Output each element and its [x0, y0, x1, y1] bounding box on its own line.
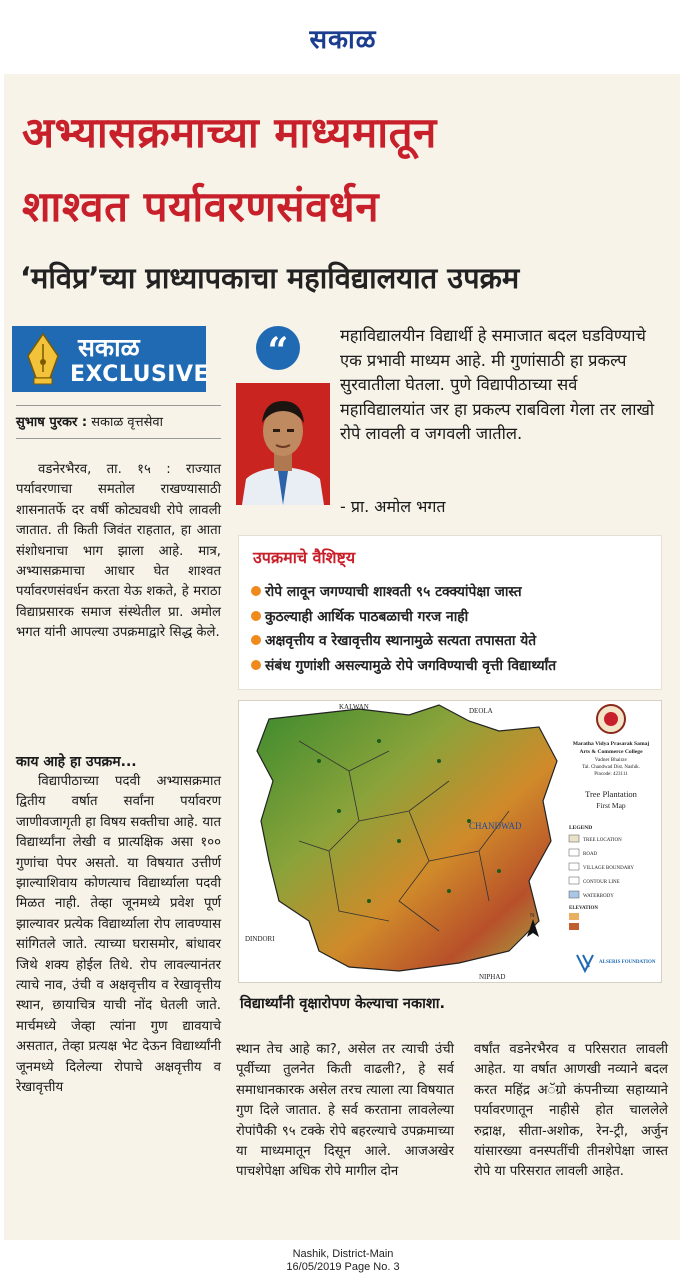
byline-rule-top [16, 405, 221, 406]
map-label-dindori: DINDORI [245, 935, 275, 943]
article-section-text [16, 772, 221, 1099]
feature-item: रोपे लावून जगण्याची शाश्‍वती ९५ टक्क्यांपेक्षा जास्त [251, 580, 661, 605]
map-title: Tree Plantation [585, 789, 637, 799]
sponsor-logo [577, 955, 593, 971]
article-intro [16, 460, 221, 644]
features-list [251, 580, 661, 678]
map-caption: विद्यार्थ्यांनी वृक्षारोपण केल्याचा नकाशा. [240, 996, 445, 1012]
map-label-chandwad: CHANDWAD [469, 821, 522, 831]
svg-text:VILLAGE BOUNDARY: VILLAGE BOUNDARY [583, 866, 634, 871]
section-paragraph: विद्यापीठाच्या पदवी अभ्यासक्रमात द्वितीय वर्षात सर्वांना पर्यावरण जाणीवजागृती हा विषय सक्तीचा आहे. यात विद्यार्थ्यांना लेखी व प्रात्यक्षिक असा १०० गुणांचा पेपर असतो. या विषयात उत्तीर्ण झाल्याशिवाय कोणत्याच विद्यार्थ्याला पदवी मिळत नाही. तेव्हा जूनमध्ये प्रवेश पूर्ण झाल्यावर प्रत्येक विद्यार्थ्याला रोप लावण्यास सांगितले जाते. त्याच्या घरासमोर, बांधावर जिथे शक्य होईल तिथे. रोप लावल्यानंतर त्याचे नाव, उंची व अक्षवृत्तीय व रेखावृत्तीय स्थान, छायाचित्र याची नोंद घेतली जाते. मार्चमध्ये जेव्हा त्यांना गुण द्यावयाचे असतात, तेव्हा प्रत्यक्ष भेट देऊन विद्यार्थ्यांनी जूनमध्ये दिलेल्या रोपाचे अक्षवृत्तीय व रेखावृत्तीय [16, 774, 221, 1096]
article-column-middle [236, 1040, 454, 1183]
headline-line-2: शाश्‍वत पर्यावरणसंवर्धन [22, 182, 380, 231]
exclusive-badge [12, 326, 210, 392]
fountain-pen-icon [20, 332, 66, 386]
exclusive-brand: सकाळ [78, 333, 140, 362]
exclusive-tag: EXCLUSIVE [70, 362, 210, 387]
byline-agency: सकाळ वृत्तसेवा [91, 415, 163, 430]
right-paragraph: वर्षांत वडनेरभैरव व परिसरात लावली आहेत. या वर्षात आणखी नव्याने बदल करत महिंद्र अॅग्रो कंपनीच्या सहाय्याने पर्यावरणातून नाहीसे होत चाललेले रुद्राक्ष, सीता-अशोक, रेन-ट्री, अर्जुन यांसारख्या वनस्पतींची तीनशेपेक्षा जास्त रोपे या परिसरात लावली आहेत. [474, 1042, 668, 1180]
svg-text:ELEVATION: ELEVATION [569, 906, 598, 911]
section-heading: काय आहे हा उपक्रम... [16, 754, 137, 770]
quote-author: - प्रा. अमोल भगत [340, 497, 446, 516]
bullet-icon [251, 660, 261, 670]
footer-edition: Nashik, District-Main [292, 1248, 394, 1260]
byline-author: सुभाष पुरकर : [16, 415, 88, 430]
headline-line-1: अभ्यासक्रमाच्या माध्यमातून [22, 108, 437, 157]
byline [16, 412, 221, 430]
feature-item: कुठल्याही आर्थिक पाठबळाची गरज नाही [251, 605, 661, 630]
map-label-kalwan: KALWAN [339, 703, 369, 711]
sponsor-name: ALSERIS FOUNDATION [599, 960, 656, 965]
college-pin: Pincode: 423111 [594, 772, 628, 777]
features-title: उपक्रमाचे वैशिष्ट्य [253, 548, 356, 567]
plantation-map [238, 700, 662, 983]
middle-paragraph: स्थान तेच आहे का?, असेल तर त्याची उंची पूर्वीच्या तुलनेत किती वाढली?, हे सर्व समाधानकारक असेल तरच त्याला त्या विषयात गुण दिले जातात. हे सर्व करताना लावलेल्या रोपांपैकी ९५ टक्के रोपे बहरल्याचे उपक्रमाच्या या माध्यमातून दिसून आले. आजअखेर पाचशेपेक्षा अधिक रोपे मागील दोन [236, 1042, 454, 1180]
article-column-right [474, 1040, 668, 1183]
bullet-icon [251, 586, 261, 596]
svg-text:WATERBODY: WATERBODY [583, 894, 614, 899]
map-label-niphad: NIPHAD [479, 973, 506, 981]
author-photo [236, 383, 330, 505]
byline-rule-bottom [16, 438, 221, 439]
svg-text:TREE LOCATION: TREE LOCATION [583, 838, 622, 843]
feature-item: अक्षवृत्तीय व रेखावृत्तीय स्थानामुळे सत्यता तपासता येते [251, 629, 661, 654]
college-logo [597, 705, 625, 733]
features-box [238, 535, 662, 690]
intro-paragraph: वडनेरभैरव, ता. १५ : राज्यात पर्यावरणाचा समतोल राखण्यासाठी शासनातर्फे दर वर्षी कोट्यवधी रोपे लावली जातात. ती किती जिवंत राहतात, हा आता संशोधनाचा भाग झाला आहे. मात्र, अभ्यासक्रमाचा आधार घेत शाश्‍वत पर्यावरणसंवर्धन करता येऊ शकते, हे मराठा विद्याप्रसारक समाज संस्थेतील प्रा. अमोल भगत यांनी आपल्या उपक्रमाद्वारे सिद्ध केले. [16, 462, 221, 641]
footer-date-page: 16/05/2019 Page No. 3 [286, 1261, 400, 1273]
college-name: Arts & Commerce College [579, 749, 643, 755]
masthead-logo: सकाळ [309, 25, 377, 55]
page-footer [0, 1248, 686, 1274]
feature-item: संबंध गुणांशी असल्यामुळे रोपे जगविण्याची वृत्ती विद्यार्थ्यांत [251, 654, 661, 679]
college-society: Maratha Vidya Prasarak Samaj [572, 741, 650, 747]
bullet-icon [251, 611, 261, 621]
map-region [257, 705, 557, 971]
legend-title: LEGEND [569, 825, 593, 831]
college-place: Vadner Bhairav [594, 757, 628, 763]
portrait-image [236, 383, 330, 505]
subheadline: ‘मविप्र’च्या प्राध्यापकाचा महाविद्यालयात उपक्रम [20, 261, 520, 295]
quote-icon: “ [256, 326, 300, 370]
bullet-icon [251, 635, 261, 645]
map-label-deola: DEOLA [469, 707, 493, 715]
map-legend [569, 835, 634, 930]
college-district: Tal. Chandwad Dist. Nashik. [582, 765, 640, 770]
map-graphic [239, 701, 662, 983]
svg-text:N: N [530, 913, 535, 919]
svg-text:ROAD: ROAD [583, 852, 598, 857]
map-subtitle: First Map [596, 801, 626, 810]
svg-text:CONTOUR LINE: CONTOUR LINE [583, 880, 620, 885]
quote-text: महाविद्यालयीन विद्यार्थी हे समाजात बदल घडविण्याचे एक प्रभावी माध्यम आहे. मी गुणांसाठी हा प्रकल्प सुरवातीला घेतला. पुणे विद्यापीठाच्या सर्व महाविद्यालयांत जर हा प्रकल्प राबविला गेला तर लाखो रोपे लावली व जगवली जातील. [340, 326, 655, 444]
